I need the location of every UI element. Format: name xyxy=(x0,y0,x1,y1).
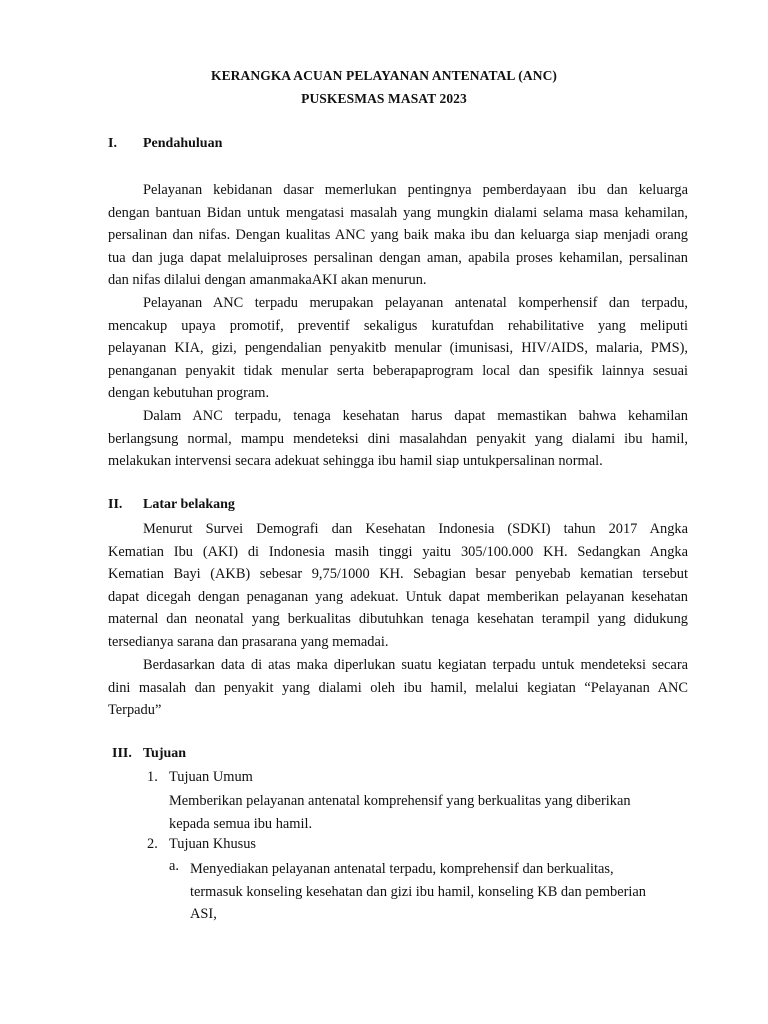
list-item-label: Tujuan Umum xyxy=(169,769,253,785)
paragraph-line: tua dan juga dapat melaluiproses persalinan dengan aman, apabila proses kehamilan, persalinan xyxy=(108,249,688,266)
paragraph-line: mencakup upaya promotif, preventif sekaligus kuratufdan rehabilitative yang meliputi xyxy=(108,317,688,334)
paragraph-line: Menurut Survei Demografi dan Kesehatan Indonesia (SDKI) tahun 2017 Angka xyxy=(143,521,688,537)
paragraph-line: melakukan intervensi secara adekuat sehingga ibu hamil siap untukpersalinan normal. xyxy=(108,453,603,470)
sub-list-line: ASI, xyxy=(190,906,217,923)
paragraph-line: penanganan penyakit tidak menular serta beberapaprogram local dan spesifik lainnya sesuai xyxy=(108,362,688,379)
paragraph-pendahuluan-2 xyxy=(108,292,688,405)
paragraph-line: Pelayanan kebidanan dasar memerlukan pentingnya pemberdayaan ibu dan keluarga xyxy=(143,182,688,198)
sub-list-item xyxy=(190,858,690,926)
sub-list-line: Menyediakan pelayanan antenatal terpadu, komprehensif dan berkualitas, xyxy=(190,861,614,877)
list-item-label: Tujuan Khusus xyxy=(169,836,257,852)
paragraph-line: dengan kebutuhan program. xyxy=(108,385,270,402)
section-number: II. xyxy=(108,497,123,512)
document-title: KERANGKA ACUAN PELAYANAN ANTENATAL (ANC) xyxy=(210,68,558,83)
section-title: Pendahuluan xyxy=(143,136,223,151)
paragraph-line: Kematian Ibu (AKI) di Indonesia masih tinggi yaitu 305/100.000 KH. Sedangkan Angka xyxy=(108,543,688,560)
paragraph-line: berlangsung normal, mampu mendeteksi dini masalahdan penyakit yang dialami ibu hamil, xyxy=(108,430,688,447)
paragraph-line: Berdasarkan data di atas maka diperlukan suatu kegiatan terpadu untuk mendeteksi secara xyxy=(143,657,688,673)
section-title: Tujuan xyxy=(143,746,187,761)
paragraph-line: dengan bantuan Bidan untuk mengatasi masalah yang mungkin dialami selama masa kehamilan, xyxy=(108,204,688,221)
paragraph-line: Kematian Bayi (AKB) sebesar 9,75/1000 KH. Sebagian besar penyebab kematian tersebut xyxy=(108,566,688,583)
document-subtitle: PUSKESMAS MASAT 2023 xyxy=(301,91,467,106)
paragraph-line: persalinan dan nifas. Dengan kualitas ANC yang baik maka ibu dan keluarga siap menjadi orang xyxy=(108,227,688,244)
section-heading-latar-belakang xyxy=(108,497,408,517)
section-number: III. xyxy=(112,746,132,761)
paragraph-latar-belakang-2 xyxy=(108,654,688,722)
paragraph-pendahuluan-1 xyxy=(108,179,688,292)
paragraph-line: Terpadu” xyxy=(108,702,162,719)
list-number: 2. xyxy=(147,836,158,852)
paragraph-line: dini masalah dan penyakit yang dialami oleh ibu hamil, melalui kegiatan “Pelayanan ANC xyxy=(108,679,688,696)
section-heading-pendahuluan xyxy=(108,136,408,156)
description-line: kepada semua ibu hamil. xyxy=(169,815,313,832)
paragraph-pendahuluan-3 xyxy=(108,405,688,473)
sub-list-letter: a. xyxy=(169,858,179,874)
paragraph-line: maternal dan neonatal yang berkualitas dibutuhkan tenaga kesehatan terampil yang didukung xyxy=(108,611,688,628)
sub-list-line: termasuk konseling kesehatan dan gizi ibu hamil, konseling KB dan pemberian xyxy=(190,883,646,900)
paragraph-latar-belakang-1 xyxy=(108,518,688,654)
paragraph-line: tersedianya sarana dan prasarana yang memadai. xyxy=(108,633,389,650)
list-number: 1. xyxy=(147,769,158,785)
section-number: I. xyxy=(108,136,117,151)
section-title: Latar belakang xyxy=(143,497,235,512)
list-item-description xyxy=(169,790,689,835)
paragraph-line: dapat dicegah dengan penaganan yang adekuat. Untuk dapat memberikan pelayanan kesehatan xyxy=(108,588,688,605)
paragraph-line: Pelayanan ANC terpadu merupakan pelayanan antenatal komperhensif dan terpadu, xyxy=(143,295,688,311)
paragraph-line: dan nifas dilalui dengan amanmakaAKI akan menurun. xyxy=(108,272,427,289)
description-line: Memberikan pelayanan antenatal komprehensif yang berkualitas yang diberikan xyxy=(169,793,631,809)
section-heading-tujuan xyxy=(112,746,412,766)
paragraph-line: pelayanan KIA, gizi, pengendalian penyakitb menular (imunisasi, HIV/AIDS, malaria, PMS), xyxy=(108,340,688,357)
paragraph-line: Dalam ANC terpadu, tenaga kesehatan harus dapat memastikan bahwa kehamilan xyxy=(143,408,688,424)
